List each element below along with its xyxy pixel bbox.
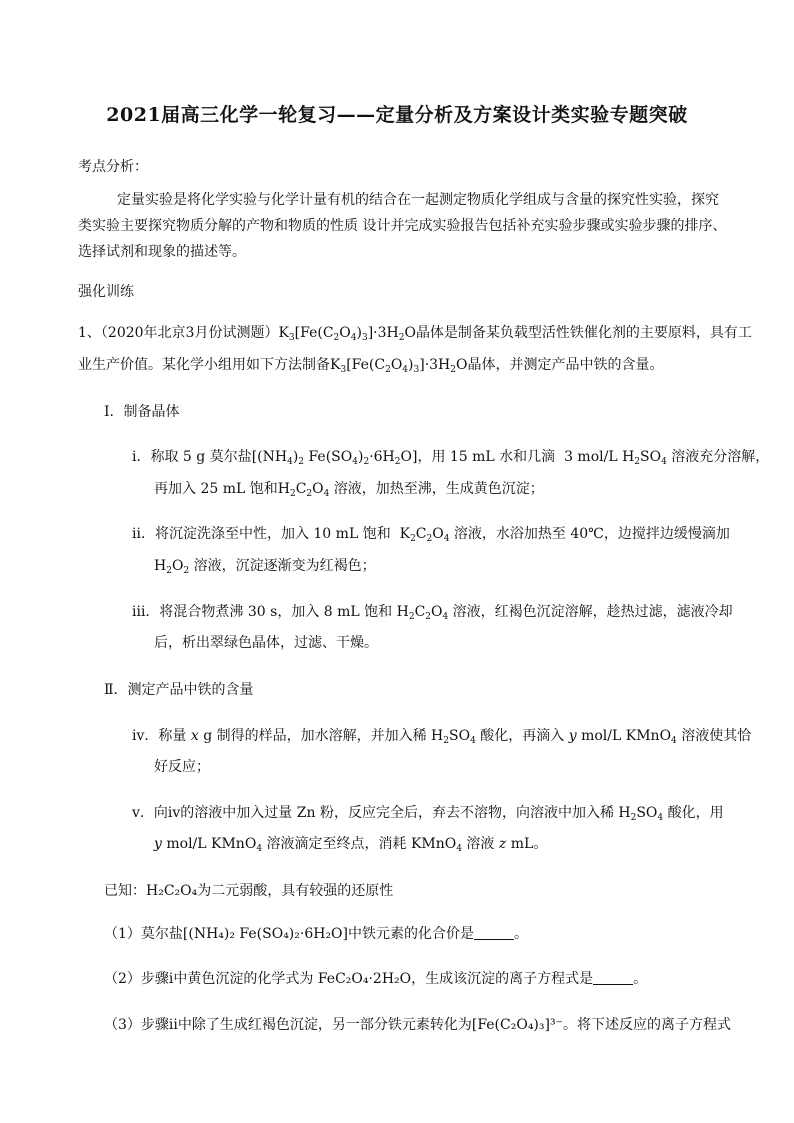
intro-line-2: 类实验主要探究物质分解的产物和物质的性质 设计并完成实验报告包括补充实验步骤或实验步骤的排序、 (78, 218, 727, 234)
step-iii-line-2: 后，析出翠绿色晶体，过滤、干燥。 (154, 635, 378, 651)
question-1-text-b: 业生产价值。某化学小组用如下方法制备 (78, 357, 330, 373)
question-1-text-c: 晶体，并测定产品中铁的含量。 (467, 357, 664, 373)
sub-question-2-text: （2）步骤ⅰ中黄色沉淀的化学式为 FeC₂O₄·2H₂O，生成该沉淀的离子方程式是 (104, 971, 594, 987)
step-iv-line-2: 好反应； (154, 759, 210, 775)
question-1-line-1: 1、（2020年北京3月份试测题）$K_3[Fe(C_2O_4)_3]\cdot 3H_2O$晶体是制备某负载型活性铁催化剂的主要原料，具有工 (78, 325, 752, 343)
step-i-line-1: ⅰ．称取 5 g 莫尔盐[$(NH_4)_2$ $Fe(SO_4)_2\cdot 6H_2O$]，用 15 mL 水和几滴 3 mol/L $H_2SO_4$ 溶液充分溶解， (132, 449, 770, 467)
part-1-heading: Ⅰ．制备晶体 (104, 404, 180, 420)
step-ii-line-1: ⅱ．将沉淀洗涤至中性，加入 10 mL 饱和 $K_2C_2O_4$ 溶液，水浴加热至 40℃，边搅拌边缓慢滴加 (132, 526, 730, 544)
intro-line-1: 定量实验是将化学实验与化学计量有机的结合在一起测定物质化学组成与含量的探究性实验，探究 (117, 192, 719, 208)
answer-blank-2[interactable] (593, 972, 633, 985)
question-1-text-a: 晶体是制备某负载型活性铁催化剂的主要原料，具有工 (415, 325, 752, 341)
step-iv-line-1: ⅳ．称量 x g 制得的样品，加水溶解，并加入稀 $H_2SO_4$ 酸化，再滴入 y mol/L KMnO$_4$ 溶液使其恰 (132, 728, 752, 746)
question-1-prefix: 1、（2020年北京3月份试测题） (78, 325, 279, 341)
sub-question-3: （3）步骤ⅱ中除了生成红褐色沉淀，另一部分铁元素转化为[Fe(C₂O₄)₃]³⁻。将下述反应的离子方程式 (104, 1017, 731, 1033)
step-ii-line-2: $H_2O_2$ 溶液，沉淀逐渐变为红褐色； (154, 558, 376, 576)
step-iii-line-1: ⅲ．将混合物煮沸 30 s，加入 8 mL 饱和 $H_2C_2O_4$ 溶液，红褐色沉淀溶解，趁热过滤，滤液冷却 (132, 604, 733, 622)
sub-question-1-text: （1）莫尔盐[(NH₄)₂ Fe(SO₄)₂·6H₂O]中铁元素的化合价是 (104, 926, 474, 942)
question-1-line-2: 业生产价值。某化学小组用如下方法制备$K_3[Fe(C_2O_4)_3]\cdot 3H_2O$晶体，并测定产品中铁的含量。 (78, 357, 664, 375)
answer-blank-1[interactable] (474, 927, 514, 940)
sub-question-2: （2）步骤ⅰ中黄色沉淀的化学式为 FeC₂O₄·2H₂O，生成该沉淀的离子方程式是 。 (104, 971, 648, 987)
section-label: 考点分析： (78, 159, 148, 175)
page-title: 2021届高三化学一轮复习——定量分析及方案设计类实验专题突破 (106, 104, 688, 126)
known-note: 已知：H₂C₂O₄为二元弱酸，具有较强的还原性 (104, 883, 394, 899)
training-label: 强化训练 (78, 284, 134, 300)
sub-question-1: （1）莫尔盐[(NH₄)₂ Fe(SO₄)₂·6H₂O]中铁元素的化合价是 。 (104, 926, 528, 942)
step-v-line-2: y mol/L KMnO$_4$ 溶液滴定至终点，消耗 KMnO$_4$ 溶液 z mL。 (154, 836, 548, 854)
intro-line-3: 选择试剂和现象的描述等。 (78, 244, 246, 260)
step-v-line-1: ⅴ．向ⅳ的溶液中加入过量 Zn 粉，反应完全后，弃去不溶物，向溶液中加入稀 $H_2SO_4$ 酸化，用 (132, 805, 724, 823)
part-2-heading: Ⅱ．测定产品中铁的含量 (104, 682, 254, 698)
step-i-line-2: 再加入 25 mL 饱和$H_2C_2O_4$ 溶液，加热至沸，生成黄色沉淀； (154, 481, 544, 499)
